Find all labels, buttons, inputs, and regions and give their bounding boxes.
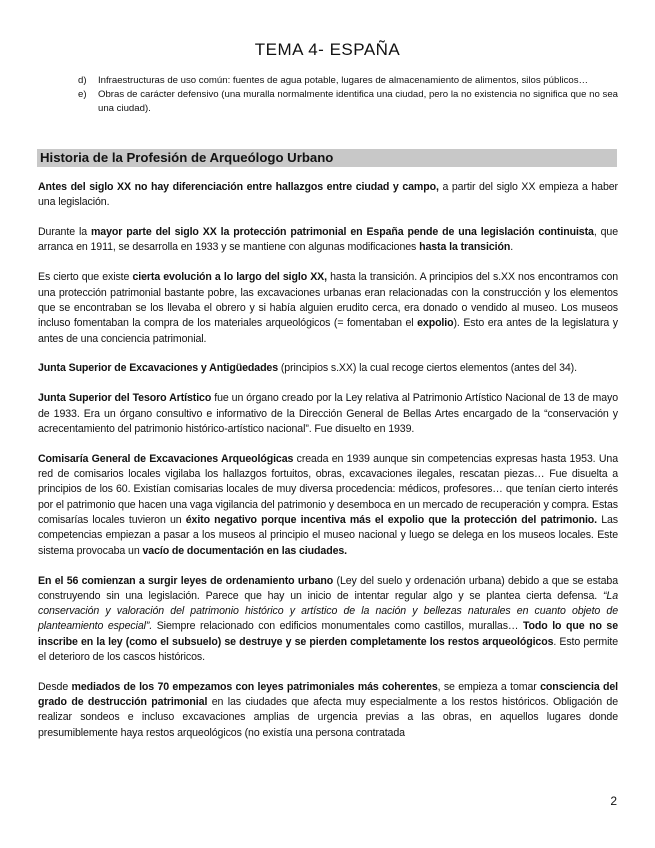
text-run: Las competencias empiezan a pasar a los museos al principio el museo nacional y luego se delega en los museos locales. Este sistema provocaba un xyxy=(38,514,619,557)
list-item-marker: d) xyxy=(78,75,87,86)
body-paragraph xyxy=(38,270,618,346)
page-header-title: TEMA 4- ESPAÑA xyxy=(254,40,401,59)
bold-text: cierta evolución a lo largo del siglo XX, xyxy=(132,271,327,284)
body-paragraph xyxy=(38,225,618,256)
enumerated-list xyxy=(78,74,618,116)
list-item xyxy=(78,88,618,116)
text-run: ). Esto era antes de la legislatura y antes de una conciencia patrimonial. xyxy=(38,317,618,345)
bold-text: consciencia del grado de destrucción patrimonial xyxy=(38,680,618,709)
bold-text: vacío de documentación en las ciudades. xyxy=(142,544,347,557)
bold-text: En el 56 comienzan a surgir leyes de ordenamiento urbano xyxy=(38,574,334,587)
bold-text: expolio xyxy=(417,317,454,330)
list-item-text: Obras de carácter defensivo (una muralla normalmente identifica una ciudad, pero la no existencia no significa que no sea una ciudad). xyxy=(98,89,618,114)
body-paragraph xyxy=(38,574,618,666)
text-run: creada en 1939 aunque sin competencias expresas hasta 1953. Una red de comisarios locales vigilaba los hallazgos fortuitos, obras, excavaciones ilegales, rescatan piezas… Fue disuelta a principios de los 60. Existían comisarias locales de muy diversa procedencia: médicos, profesores… que tenían cierto interés por el patrimonio que hacen una vaga vigilancia del patrimonio y desemboca en un mercado de recuperación y compra. Estas comisarías locales tuvieron un xyxy=(38,452,618,527)
italic-text: “La conservación y valoración del patrimonio histórico y artístico de la nación y bellezas naturales en cuanto objeto de planteamiento especial”. xyxy=(38,589,618,633)
text-run: Siempre relacionado con edificios monumentales como castillos, murallas… xyxy=(152,620,523,633)
body-paragraph xyxy=(38,452,618,559)
page-number: 2 xyxy=(610,794,617,808)
text-run: fue un órgano creado por la Ley relativa al Patrimonio Artístico Nacional de 13 de mayo de 1933. Era un órgano consultivo e informativo de la Dirección General de Bellas Artes encargado de la “conservación y acrecentamiento del patrimonio histórico-artístico nacional”. Fue disuelto en 1939. xyxy=(38,392,618,435)
text-run: (principios s.XX) la cual recoge ciertos elementos (antes del 34). xyxy=(278,362,577,375)
bold-text: Comisaría General de Excavaciones Arqueológicas xyxy=(38,452,294,465)
text-run: (Ley del suelo y ordenación urbana) debido a que se estaba construyendo sin una legislación. Parece que hay un inicio de intentar regular algo y se plantea cierta defensa. xyxy=(38,574,618,602)
text-run: hasta la transición. A principios del s.XX nos encontramos con una protección patrimonial bastante pobre, las excavaciones urbanas eran relacionadas con la construcción y los elementos que se encontraban se los llevaba el obrero y si había alguien erudito cerca, era donado o vendido al museo. Los museos incluso fomentaban la compra de los materiales arqueológicos (= fomentaban el xyxy=(38,271,619,330)
body-content xyxy=(38,180,618,756)
text-run: Durante la xyxy=(38,226,91,239)
body-paragraph xyxy=(38,391,618,437)
text-run: Es cierto que existe xyxy=(38,271,133,284)
text-run: a partir del siglo XX empieza a haber una legislación. xyxy=(38,181,618,209)
list-item-text: Infraestructuras de uso común: fuentes de agua potable, lugares de almacenamiento de alimentos, silos públicos… xyxy=(98,75,589,86)
bold-text: Junta Superior de Excavaciones y Antigüedades xyxy=(38,362,279,375)
body-paragraph xyxy=(38,180,618,211)
bold-text: Junta Superior del Tesoro Artístico xyxy=(38,392,212,405)
body-paragraph xyxy=(38,361,618,376)
text-run: . xyxy=(510,241,514,254)
bold-text: mayor parte del siglo XX la protección patrimonial en España pende de una legislación continuista xyxy=(90,226,594,239)
bold-text: éxito negativo porque incentiva más el expolio que la protección del patrimonio. xyxy=(185,514,598,527)
text-run: , se empieza a tomar xyxy=(437,680,541,693)
text-run: en las ciudades que afecta muy especialmente a los restos históricos. Obligación de realizar sondeos e incluso excavaciones amplias de urgencia previas a las obras, en aquellos lugares donde presumiblemente haya restos arqueológicos (no existía una persona contratada xyxy=(38,696,619,739)
bold-text: Antes del siglo XX no hay diferenciación entre hallazgos entre ciudad y campo, xyxy=(38,181,439,193)
bold-text: mediados de los 70 empezamos con leyes patrimoniales más coherentes xyxy=(71,680,438,693)
list-item xyxy=(78,74,618,88)
text-run: . Esto permite el deterioro de los cascos históricos. xyxy=(38,635,618,663)
body-paragraph xyxy=(38,680,618,741)
bold-text: hasta la transición xyxy=(419,241,511,254)
bold-text: Todo lo que no se inscribe en la ley (como el subsuelo) se destruye y se pierden completamente los restos arqueológicos xyxy=(38,620,618,648)
text-run: Desde xyxy=(38,680,72,693)
text-run: , que arranca en 1911, se desarrolla en 1933 y se mantiene con algunas modificaciones xyxy=(38,226,618,254)
section-heading: Historia de la Profesión de Arqueólogo Urbano xyxy=(37,149,617,167)
list-item-marker: e) xyxy=(78,89,87,100)
